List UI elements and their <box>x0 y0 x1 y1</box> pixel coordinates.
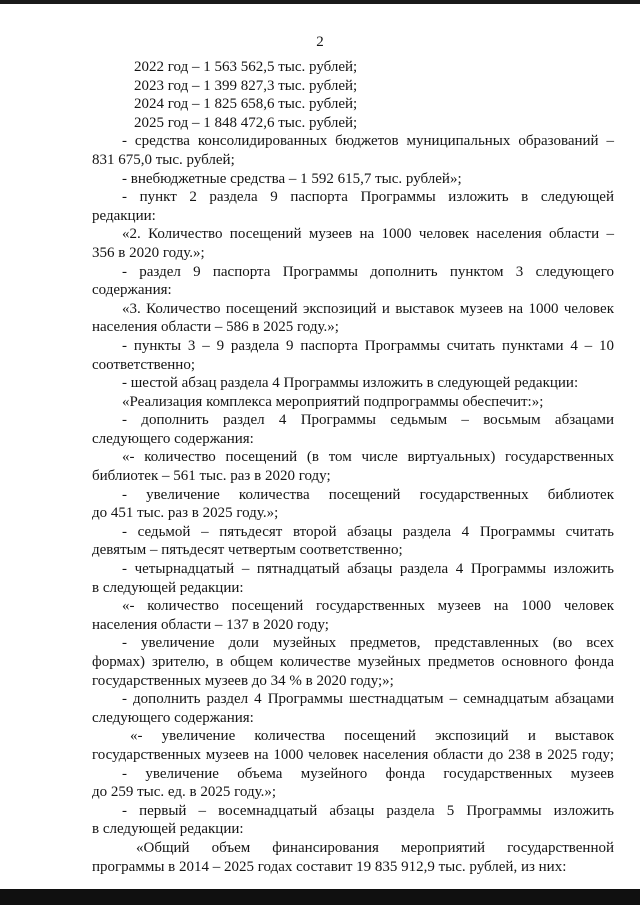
text-line: «Реализация комплекса мероприятий подпрограммы обеспечит:»; <box>122 393 544 410</box>
text-line: до 451 тыс. раз в 2025 году.»; <box>92 505 279 522</box>
text-line: - дополнить раздел 4 Программы шестнадцатым – семнадцатым абзацами <box>122 691 614 708</box>
text-line: «- количество посещений (в том числе виртуальных) государственных <box>122 449 614 466</box>
text-line: 2024 год – 1 825 658,6 тыс. рублей; <box>134 96 358 113</box>
text-line: «- количество посещений государственных музеев на 1000 человек <box>122 598 614 615</box>
text-line: - увеличение доли музейных предметов, представленных (во всех <box>122 635 614 652</box>
text-line: 356 в 2020 году.»; <box>92 244 205 261</box>
text-line: следующего содержания: <box>92 430 254 447</box>
text-line: - дополнить раздел 4 Программы седьмым – восьмым абзацами <box>122 412 614 429</box>
text-line: - увеличение объема музейного фонда государственных музеев <box>122 765 614 782</box>
text-line: девятым – пятьдесят четвертым соответственно; <box>92 542 403 559</box>
text-line: содержания: <box>92 282 172 299</box>
document-body <box>92 58 614 876</box>
scan-edge-top <box>0 0 640 4</box>
text-line: - пункты 3 – 9 раздела 9 паспорта Программы считать пунктами 4 – 10 <box>122 337 614 354</box>
text-line: государственных музеев на 1000 человек населения области до 238 в 2025 году; <box>92 746 614 763</box>
text-line: «2. Количество посещений музеев на 1000 человек населения области – <box>122 226 614 243</box>
text-line: - шестой абзац раздела 4 Программы изложить в следующей редакции: <box>122 375 579 392</box>
text-line: соответственно; <box>92 356 195 373</box>
text-line: - увеличение количества посещений государственных библиотек <box>122 486 614 503</box>
text-line: «3. Количество посещений экспозиций и выставок музеев на 1000 человек <box>122 300 614 317</box>
page-number: 2 <box>316 34 324 50</box>
text-line: «- увеличение количества посещений экспозиций и выставок <box>130 728 614 745</box>
text-line: государственных музеев до 34 % в 2020 году;»; <box>92 672 394 689</box>
text-line: «Общий объем финансирования мероприятий государственной <box>136 839 614 856</box>
text-line: формах) зрителю, в общем количестве музейных предметов основного фонда <box>92 654 614 670</box>
text-line: - пункт 2 раздела 9 паспорта Программы изложить в следующей <box>122 189 614 206</box>
text-line: населения области – 586 в 2025 году.»; <box>92 319 339 336</box>
text-line: 2025 год – 1 848 472,6 тыс. рублей; <box>134 114 358 131</box>
text-line: в следующей редакции: <box>92 821 244 838</box>
scan-edge-bottom <box>0 889 640 905</box>
text-line: - первый – восемнадцатый абзацы раздела 5 Программы изложить <box>122 802 614 819</box>
text-line: следующего содержания: <box>92 709 254 726</box>
text-line: до 259 тыс. ед. в 2025 году.»; <box>92 784 276 801</box>
text-line: 2022 год – 1 563 562,5 тыс. рублей; <box>134 59 358 75</box>
text-line: - внебюджетные средства – 1 592 615,7 тыс. рублей»; <box>122 170 462 187</box>
text-line: - раздел 9 паспорта Программы дополнить пунктом 3 следующего <box>122 263 614 280</box>
text-line: - четырнадцатый – пятнадцатый абзацы раздела 4 Программы изложить <box>122 561 614 578</box>
text-line: библиотек – 561 тыс. раз в 2020 году; <box>92 468 331 485</box>
text-line: редакции: <box>92 207 156 224</box>
text-line: программы в 2014 – 2025 годах составит 19 835 912,9 тыс. рублей, из них: <box>92 858 567 875</box>
text-line: 2023 год – 1 399 827,3 тыс. рублей; <box>134 77 358 94</box>
text-line: в следующей редакции: <box>92 579 244 596</box>
text-line: населения области – 137 в 2020 году; <box>92 616 329 633</box>
text-line: - седьмой – пятьдесят второй абзацы раздела 4 Программы считать <box>122 523 614 540</box>
text-line: 831 675,0 тыс. рублей; <box>92 151 235 168</box>
text-line: - средства консолидированных бюджетов муниципальных образований – <box>122 133 614 150</box>
